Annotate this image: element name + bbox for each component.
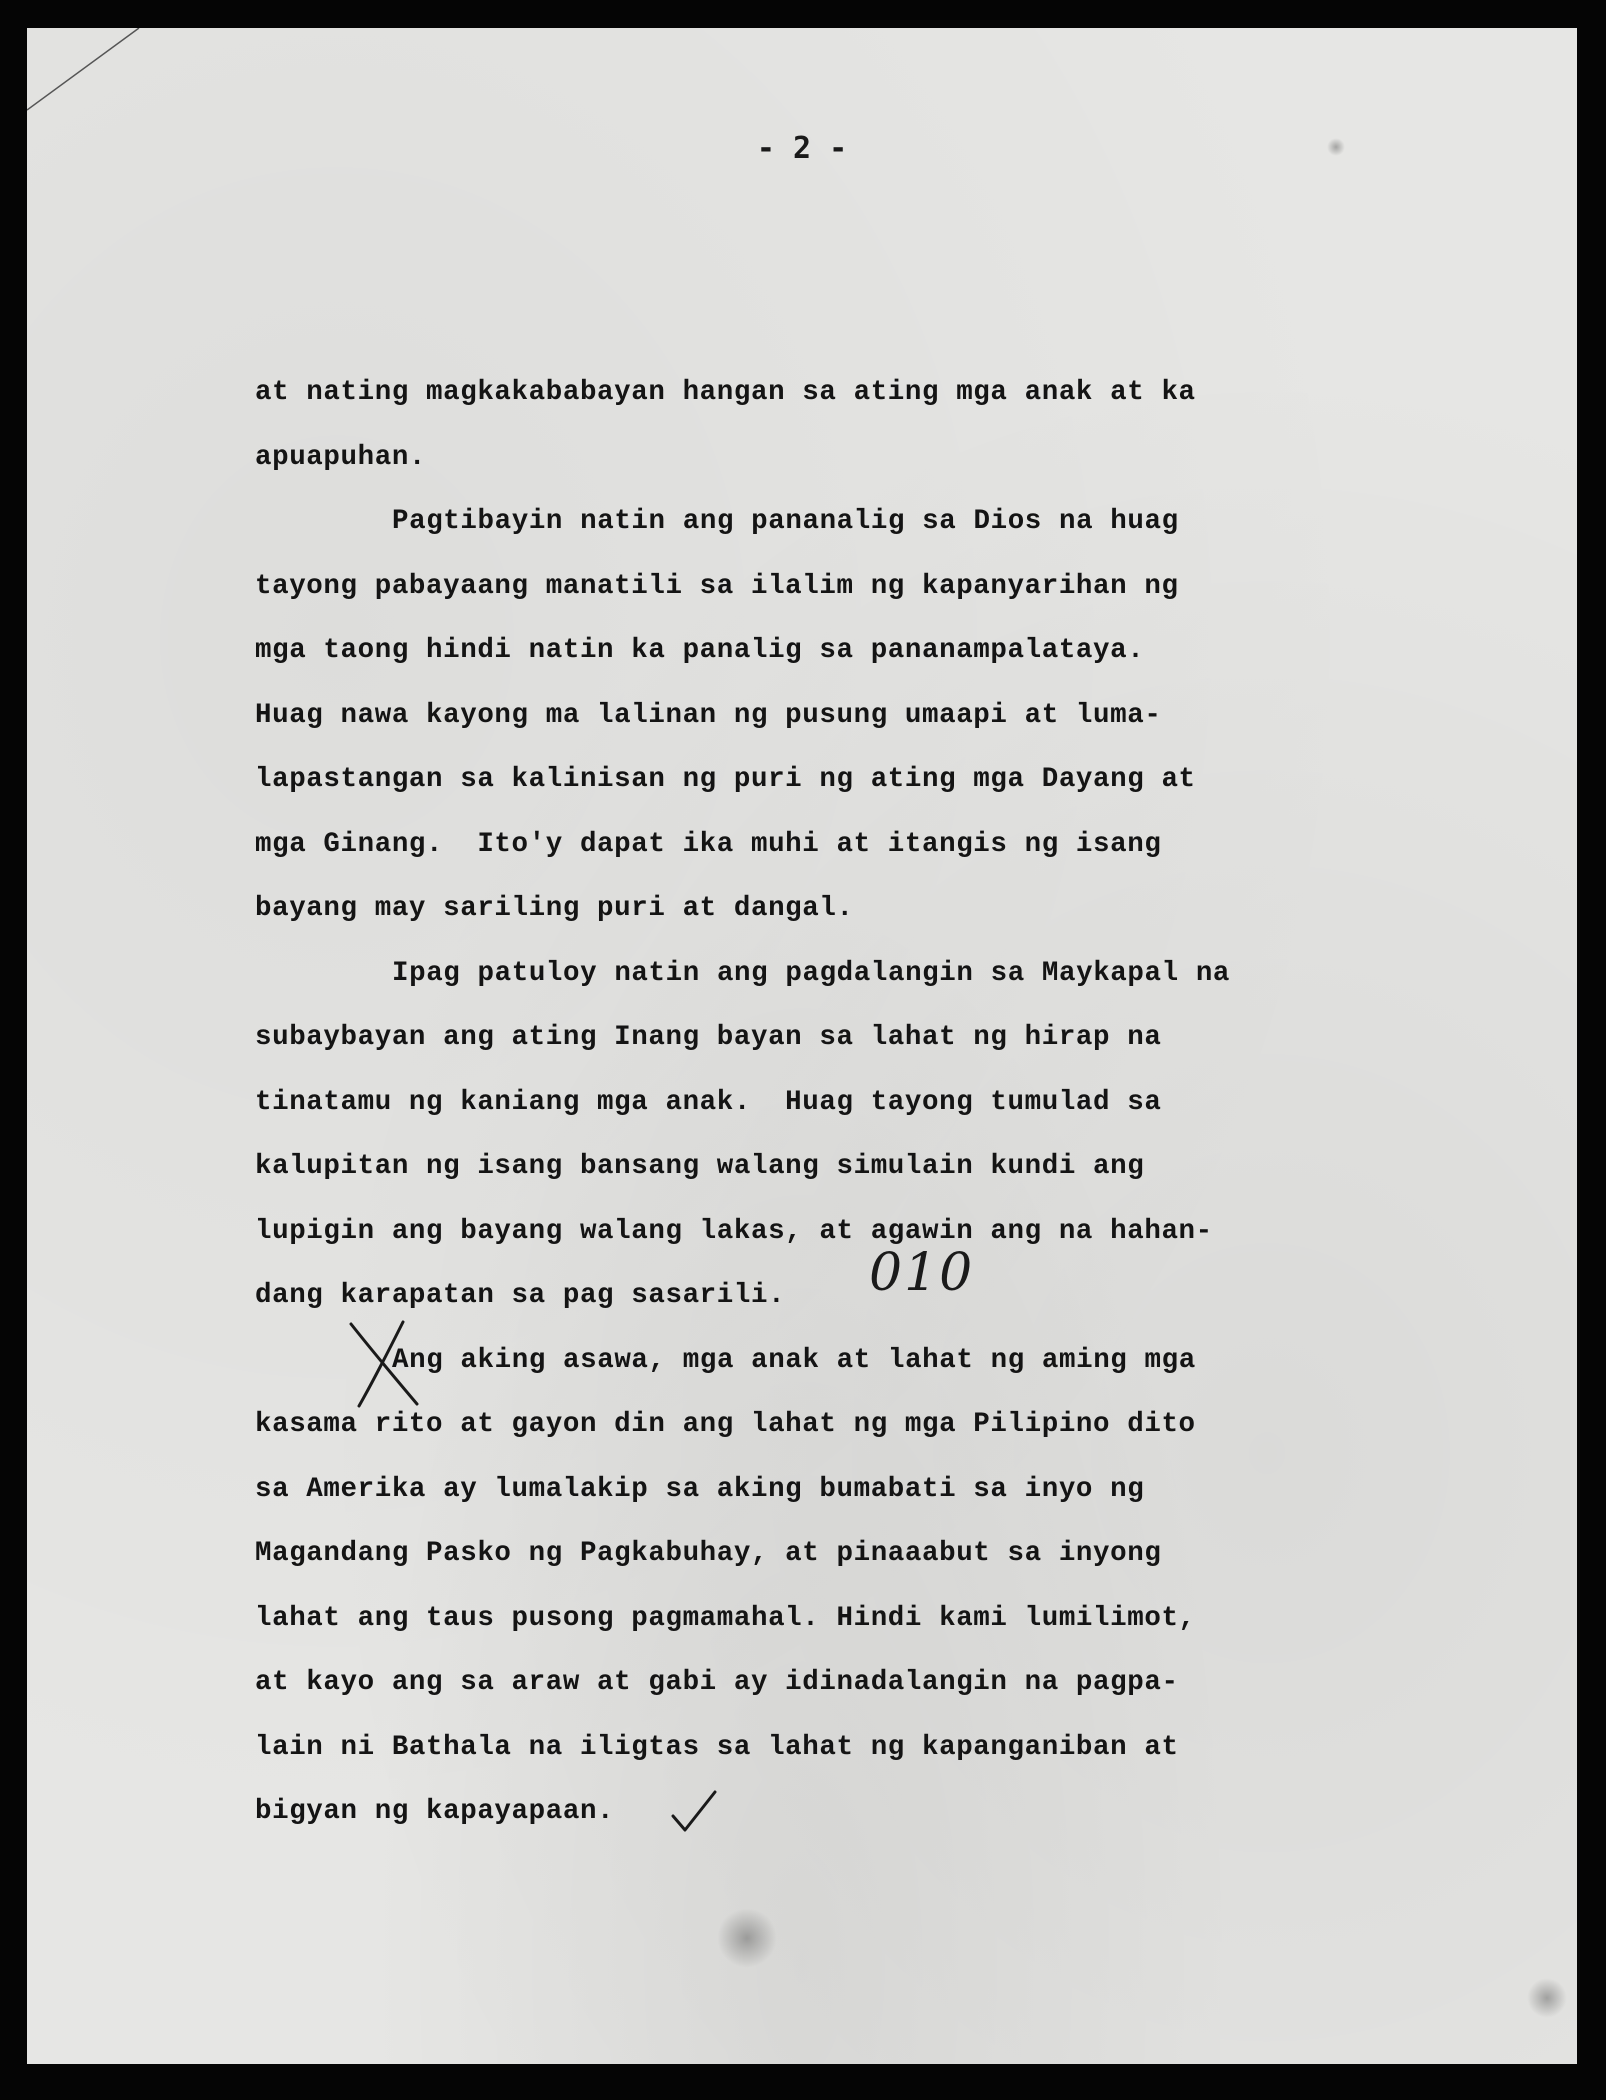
text-line: Huag nawa kayong ma lalinan ng pusung umaapi at luma- (255, 699, 1162, 731)
handwritten-x-mark-icon (345, 1318, 425, 1408)
handwritten-check-mark-icon (669, 1788, 719, 1838)
text-line: tinatamu ng kaniang mga anak. Huag tayong tumulad sa (255, 1086, 1162, 1118)
text-line: at kayo ang sa araw at gabi ay idinadalangin na pagpa- (255, 1667, 1179, 1698)
text-line: subaybayan ang ating Inang bayan sa lahat ng hirap na (255, 1022, 1162, 1053)
text-line: mga taong hindi natin ka panalig sa pananampalataya. (255, 635, 1145, 666)
text-line: mga Ginang. Ito'y dapat ika muhi at itangis ng isang (255, 828, 1162, 860)
text-line: Ipag patuloy natin ang pagdalangin sa Maykapal na (392, 957, 1231, 989)
text-line: at nating magkakababayan hangan sa ating mga anak at ka (255, 377, 1196, 408)
text-line: lahat ang taus pusong pagmamahal. Hindi kami lumilimot, (255, 1602, 1196, 1634)
text-line: kasama rito at gayon din ang lahat ng mga Pilipino dito (255, 1409, 1196, 1440)
text-line: lapastangan sa kalinisan ng puri ng ating mga Dayang at (255, 764, 1196, 795)
text-line: dang karapatan sa pag sasarili. (255, 1280, 786, 1311)
corner-fold-line (27, 28, 167, 118)
page-number: - 2 - (756, 131, 848, 166)
text-line: lain ni Bathala na iligtas sa lahat ng kapanganiban at (255, 1731, 1179, 1763)
text-line: Magandang Pasko ng Pagkabuhay, at pinaaabut sa inyong (255, 1538, 1162, 1569)
text-line: Ang aking asawa, mga anak at lahat ng aming mga (392, 1344, 1196, 1376)
text-line: bayang may sariling puri at dangal. (255, 893, 854, 924)
text-line: apuapuhan. (255, 441, 427, 473)
document-page (27, 28, 1577, 2064)
text-line: tayong pabayaang manatili sa ilalim ng kapanyarihan ng (255, 570, 1179, 602)
text-line: bigyan ng kapayapaan. (255, 1796, 615, 1827)
text-line: lupigin ang bayang walang lakas, at agawin ang na hahan- (255, 1215, 1213, 1247)
ink-smudge (717, 1908, 777, 1968)
text-line: sa Amerika ay lumalakip sa aking bumabati sa inyo ng (255, 1473, 1145, 1505)
text-line: kalupitan ng isang bansang walang simulain kundi ang (255, 1151, 1145, 1182)
text-line: Pagtibayin natin ang pananalig sa Dios na huag (392, 506, 1179, 537)
letter-body (255, 361, 1415, 1845)
handwritten-number: 010 (869, 1243, 975, 1303)
ink-smudge (1527, 1978, 1567, 2018)
